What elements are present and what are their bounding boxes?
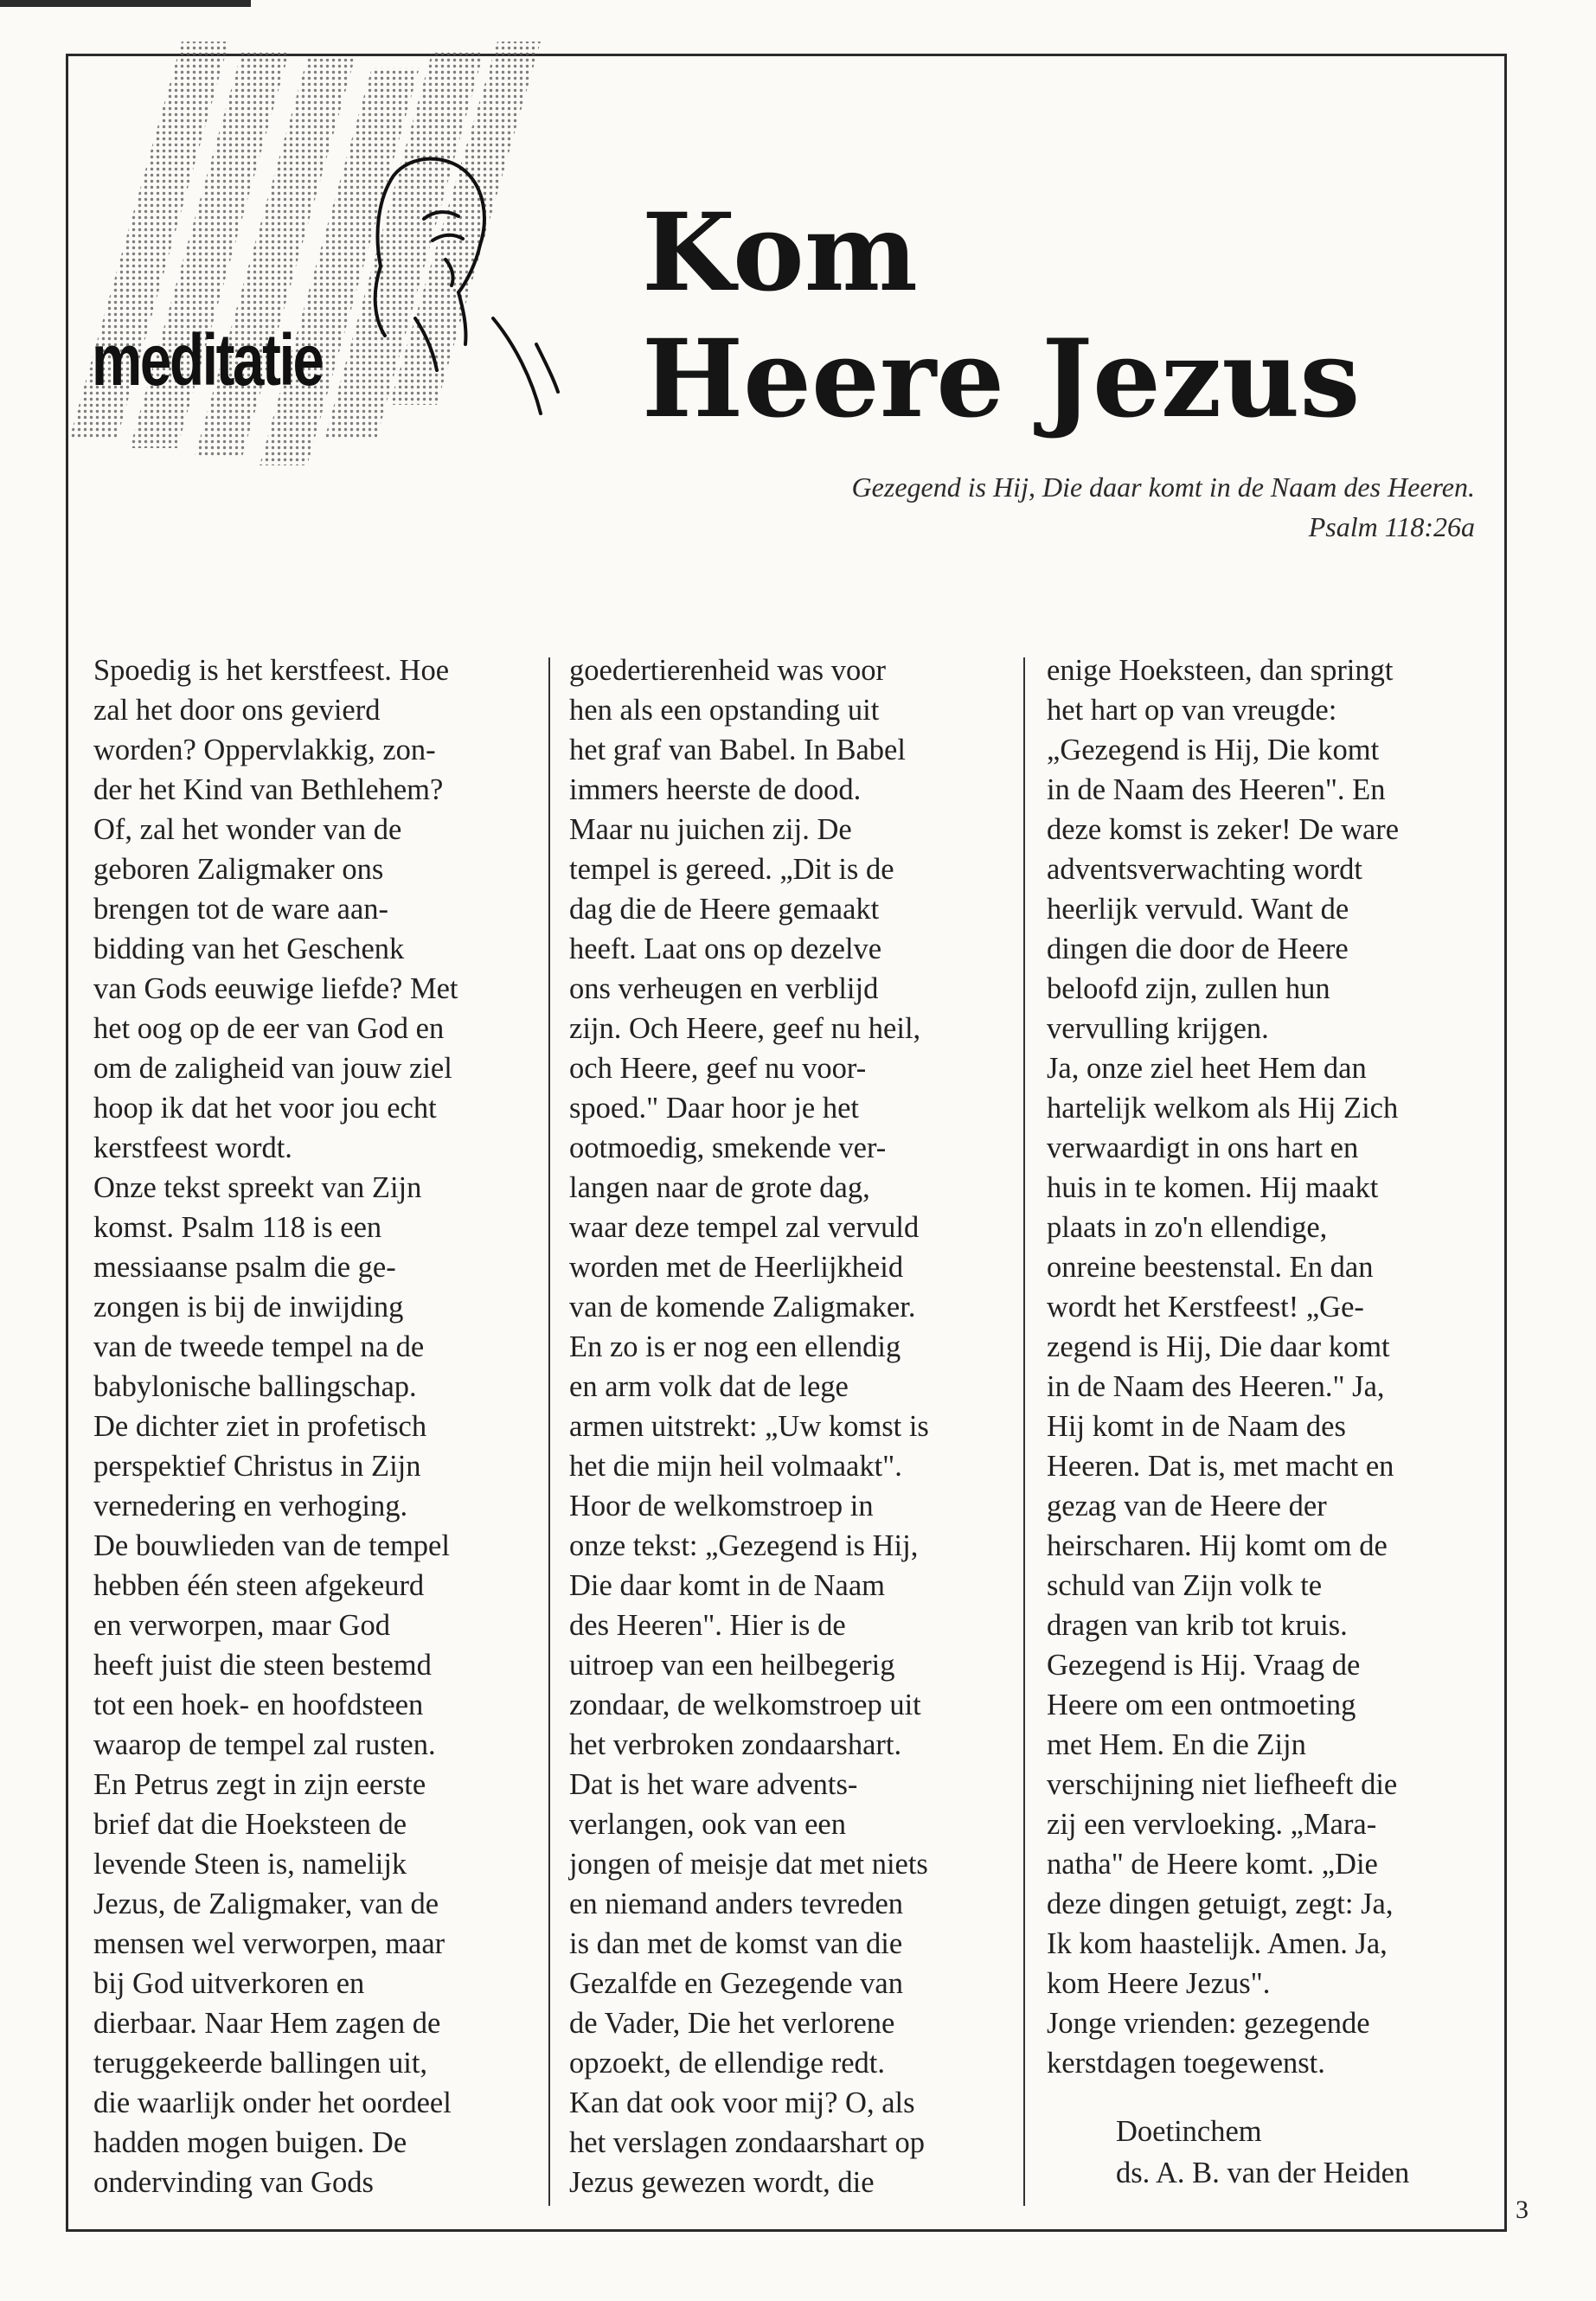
text-line: Jezus gewezen wordt, die — [569, 2166, 875, 2199]
text-line: hoop ik dat het voor jou echt — [93, 1092, 437, 1125]
text-line: uitroep van een heilbegerig — [569, 1649, 895, 1682]
text-line: het verbroken zondaarshart. — [569, 1728, 902, 1761]
text-line: teruggekeerde ballingen uit, — [93, 2047, 428, 2080]
text-line: verlangen, ook van een — [569, 1808, 846, 1841]
text-line: vervulling krijgen. — [1047, 1012, 1269, 1045]
text-line: Jonge vrienden: gezegende — [1047, 2007, 1370, 2040]
text-line: levende Steen is, namelijk — [93, 1848, 407, 1881]
text-line: in de Naam des Heeren." Ja, — [1047, 1370, 1385, 1403]
title-line-1: Kom — [642, 190, 918, 316]
text-line: adventsverwachting wordt — [1047, 853, 1363, 886]
text-line: kom Heere Jezus". — [1047, 1967, 1271, 2000]
text-line: Hij komt in de Naam des — [1047, 1410, 1346, 1443]
text-line: heeft juist die steen bestemd — [93, 1649, 432, 1682]
text-line: bij God uitverkoren en — [93, 1967, 365, 2000]
text-line: zondaar, de welkomstroep uit — [569, 1689, 921, 1721]
page-number: 3 — [1516, 2195, 1529, 2224]
text-line: komst. Psalm 118 is een — [93, 1211, 382, 1244]
text-line: waarop de tempel zal rusten. — [93, 1728, 436, 1761]
text-line: goedertierenheid was voor — [569, 654, 886, 687]
text-line: Ik kom haastelijk. Amen. Ja, — [1047, 1927, 1388, 1960]
text-line: brief dat die Hoeksteen de — [93, 1808, 407, 1841]
text-line: van Gods eeuwige liefde? Met — [93, 972, 458, 1005]
text-line: der het Kind van Bethlehem? — [93, 773, 444, 806]
text-line: is dan met de komst van die — [569, 1927, 903, 1960]
text-line: wordt het Kerstfeest! „Ge- — [1047, 1291, 1364, 1324]
text-line: Onze tekst spreekt van Zijn — [93, 1171, 422, 1204]
section-logo — [52, 33, 588, 483]
epigraph-reference: Psalm 118:26a — [1308, 511, 1475, 542]
text-line: worden? Oppervlakkig, zon- — [93, 734, 436, 766]
text-line: natha" de Heere komt. „Die — [1047, 1848, 1378, 1881]
text-column-1 — [93, 651, 526, 2202]
text-line: hebben één steen afgekeurd — [93, 1569, 425, 1602]
text-line: Gezegend is Hij. Vraag de — [1047, 1649, 1361, 1682]
text-line: hartelijk welkom als Hij Zich — [1047, 1092, 1399, 1125]
text-line: en verworpen, maar God — [93, 1609, 390, 1642]
text-line: onze tekst: „Gezegend is Hij, — [569, 1529, 919, 1562]
text-line: brengen tot de ware aan- — [93, 893, 388, 926]
text-line: messiaanse psalm die ge- — [93, 1251, 396, 1284]
signature-author: ds. A. B. van der Heiden — [1116, 2157, 1410, 2189]
text-line: Kan dat ook voor mij? O, als — [569, 2086, 915, 2119]
text-line: gezag van de Heere der — [1047, 1490, 1327, 1522]
text-line: waar deze tempel zal vervuld — [569, 1211, 920, 1244]
text-line: in de Naam des Heeren". En — [1047, 773, 1386, 806]
text-line: heirscharen. Hij komt om de — [1047, 1529, 1388, 1562]
text-column-2 — [569, 651, 1006, 2202]
text-line: des Heeren". Hier is de — [569, 1609, 846, 1642]
text-line: mensen wel verworpen, maar — [93, 1927, 445, 1960]
text-line: huis in te komen. Hij maakt — [1047, 1171, 1379, 1204]
text-line: en arm volk dat de lege — [569, 1370, 849, 1403]
text-column-3 — [1047, 651, 1479, 2083]
text-line: die waarlijk onder het oordeel — [93, 2086, 452, 2119]
text-line: dag die de Heere gemaakt — [569, 893, 880, 926]
epigraph — [610, 467, 1475, 547]
text-line: langen naar de grote dag, — [569, 1171, 870, 1204]
dotted-figure-illustration — [52, 33, 588, 483]
text-line: opzoekt, de ellendige redt. — [569, 2047, 885, 2080]
text-line: het hart op van vreugde: — [1047, 694, 1337, 727]
text-line: worden met de Heerlijkheid — [569, 1251, 904, 1284]
text-line: van de komende Zaligmaker. — [569, 1291, 916, 1324]
text-line: En zo is er nog een ellendig — [569, 1330, 901, 1363]
text-line: geboren Zaligmaker ons — [93, 853, 384, 886]
text-line: Heeren. Dat is, met macht en — [1047, 1450, 1394, 1483]
text-line: kerstdagen toegewenst. — [1047, 2047, 1325, 2080]
section-label: meditatie — [92, 319, 323, 401]
text-line: tempel is gereed. „Dit is de — [569, 853, 894, 886]
text-line: de Vader, Die het verlorene — [569, 2007, 895, 2040]
text-line: schuld van Zijn volk te — [1047, 1569, 1323, 1602]
text-line: het die mijn heil volmaakt". — [569, 1450, 902, 1483]
text-line: plaats in zo'n ellendige, — [1047, 1211, 1328, 1244]
text-line: en niemand anders tevreden — [569, 1888, 904, 1920]
text-line: deze komst is zeker! De ware — [1047, 813, 1400, 846]
column-divider — [1023, 657, 1025, 2206]
text-line: babylonische ballingschap. — [93, 1370, 417, 1403]
text-line: enige Hoeksteen, dan springt — [1047, 654, 1394, 687]
page-title — [642, 190, 1360, 443]
text-line: zij een vervloeking. „Mara- — [1047, 1808, 1377, 1841]
epigraph-quote: Gezegend is Hij, Die daar komt in de Naam des Heeren. — [851, 471, 1475, 503]
text-line: „Gezegend is Hij, Die komt — [1047, 734, 1380, 766]
signature-place: Doetinchem — [1116, 2115, 1262, 2148]
text-line: zijn. Och Heere, geef nu heil, — [569, 1012, 921, 1045]
text-line: verschijning niet liefheeft die — [1047, 1768, 1398, 1801]
text-line: Hoor de welkomstroep in — [569, 1490, 874, 1522]
text-line: Maar nu juichen zij. De — [569, 813, 852, 846]
text-line: het graf van Babel. In Babel — [569, 734, 906, 766]
text-line: zegend is Hij, Die daar komt — [1047, 1330, 1390, 1363]
text-line: spoed." Daar hoor je het — [569, 1092, 860, 1125]
text-line: zal het door ons gevierd — [93, 694, 381, 727]
text-line: bidding van het Geschenk — [93, 933, 405, 965]
text-line: met Hem. En die Zijn — [1047, 1728, 1306, 1761]
text-line: hen als een opstanding uit — [569, 694, 880, 727]
text-line: Gezalfde en Gezegende van — [569, 1967, 903, 2000]
text-line: onreine beestenstal. En dan — [1047, 1251, 1374, 1284]
corner-mark — [0, 0, 251, 7]
text-line: jongen of meisje dat met niets — [569, 1848, 928, 1881]
text-line: Jezus, de Zaligmaker, van de — [93, 1888, 439, 1920]
text-line: deze dingen getuigt, zegt: Ja, — [1047, 1888, 1394, 1920]
text-line: Of, zal het wonder van de — [93, 813, 402, 846]
text-line: ons verheugen en verblijd — [569, 972, 879, 1005]
text-line: beloofd zijn, zullen hun — [1047, 972, 1330, 1005]
text-line: Ja, onze ziel heet Hem dan — [1047, 1052, 1367, 1085]
text-line: het oog op de eer van God en — [93, 1012, 445, 1045]
text-line: van de tweede tempel na de — [93, 1330, 425, 1363]
column-divider — [548, 657, 550, 2206]
text-line: zongen is bij de inwijding — [93, 1291, 404, 1324]
text-line: immers heerste de dood. — [569, 773, 862, 806]
text-line: Dat is het ware advents- — [569, 1768, 858, 1801]
text-line: heeft. Laat ons op dezelve — [569, 933, 882, 965]
text-line: heerlijk vervuld. Want de — [1047, 893, 1349, 926]
text-line: dragen van krib tot kruis. — [1047, 1609, 1348, 1642]
text-line: Spoedig is het kerstfeest. Hoe — [93, 654, 450, 687]
text-line: verwaardigt in ons hart en — [1047, 1131, 1359, 1164]
text-line: armen uitstrekt: „Uw komst is — [569, 1410, 929, 1443]
text-line: om de zaligheid van jouw ziel — [93, 1052, 452, 1085]
title-line-2: Heere Jezus — [642, 317, 1361, 442]
text-line: tot een hoek- en hoofdsteen — [93, 1689, 424, 1721]
text-line: Heere om een ontmoeting — [1047, 1689, 1356, 1721]
text-line: het verslagen zondaarshart op — [569, 2126, 925, 2159]
text-line: dierbaar. Naar Hem zagen de — [93, 2007, 441, 2040]
text-line: En Petrus zegt in zijn eerste — [93, 1768, 426, 1801]
text-line: Die daar komt in de Naam — [569, 1569, 885, 1602]
text-line: De dichter ziet in profetisch — [93, 1410, 427, 1443]
text-line: ootmoedig, smekende ver- — [569, 1131, 887, 1164]
text-line: perspektief Christus in Zijn — [93, 1450, 421, 1483]
text-line: hadden mogen buigen. De — [93, 2126, 407, 2159]
text-line: dingen die door de Heere — [1047, 933, 1349, 965]
text-line: vernedering en verhoging. — [93, 1490, 408, 1522]
text-line: och Heere, geef nu voor- — [569, 1052, 867, 1085]
text-line: De bouwlieden van de tempel — [93, 1529, 450, 1562]
text-line: ondervinding van Gods — [93, 2166, 374, 2199]
text-line: kerstfeest wordt. — [93, 1131, 292, 1164]
signature — [1116, 2111, 1409, 2194]
